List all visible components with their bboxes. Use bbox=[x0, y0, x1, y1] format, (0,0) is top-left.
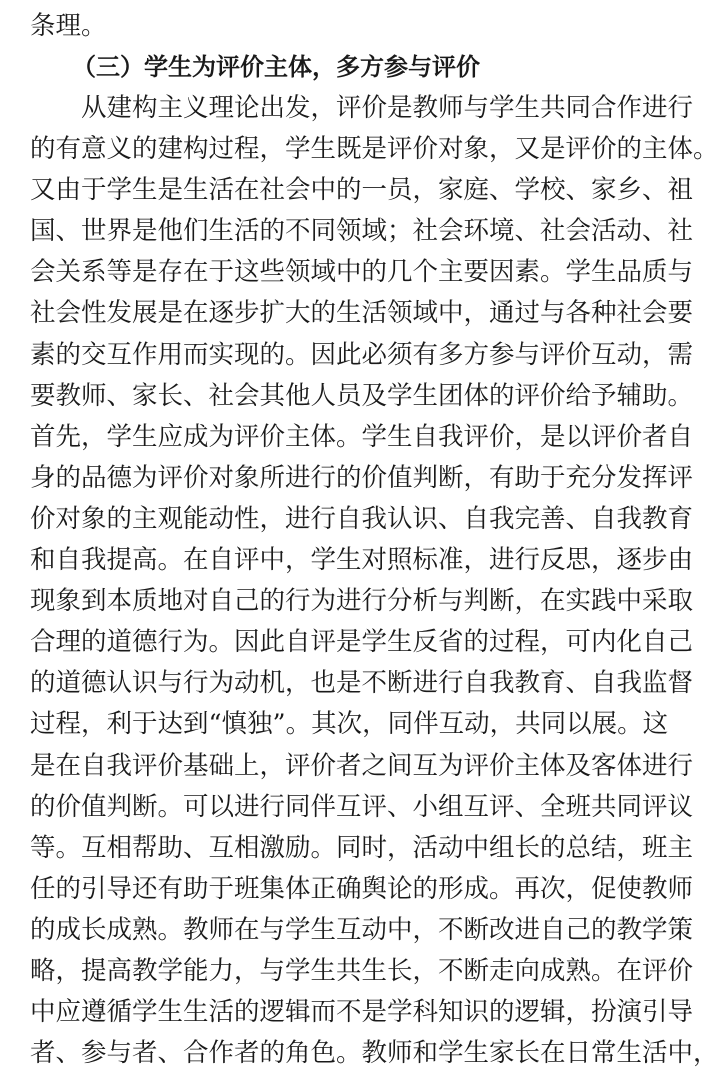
body-paragraph bbox=[30, 88, 719, 1074]
body-line: 过程，利于达到“慎独”。其次，同伴互动，共同以展。这 bbox=[30, 709, 669, 740]
body-line: 略，提高教学能力，与学生共生长，不断走向成熟。在评价 bbox=[30, 955, 694, 986]
body-line: 现象到本质地对自己的行为进行分析与判断，在实践中采取 bbox=[30, 586, 694, 617]
body-line: 的成长成熟。教师在与学生互动中，不断改进自己的教学策 bbox=[30, 914, 694, 945]
body-line: 任的引导还有助于班集体正确舆论的形成。再次，促使教师 bbox=[30, 873, 694, 904]
body-line: 合理的道德行为。因此自评是学生反省的过程，可内化自己 bbox=[30, 627, 694, 658]
body-line: 身的品德为评价对象所进行的价值判断，有助于充分发挥评 bbox=[30, 462, 694, 493]
body-line: 社会性发展是在逐步扩大的生活领域中，通过与各种社会要 bbox=[30, 298, 694, 329]
body-line: 要教师、家长、社会其他人员及学生团体的评价给予辅助。 bbox=[30, 380, 694, 411]
previous-paragraph-tail: 条理。 bbox=[30, 11, 107, 41]
body-line: 素的交互作用而实现的。因此必须有多方参与评价互动，需 bbox=[30, 339, 694, 370]
body-line: 又由于学生是生活在社会中的一员，家庭、学校、家乡、祖 bbox=[30, 175, 694, 206]
body-line: 的价值判断。可以进行同伴互评、小组互评、全班共同评议 bbox=[30, 791, 694, 822]
body-line: 中应遵循学生生活的逻辑而不是学科知识的逻辑，扮演引导 bbox=[30, 997, 694, 1028]
body-line: 国、世界是他们生活的不同领域；社会环境、社会活动、社 bbox=[30, 216, 694, 247]
body-line: 者、参与者、合作者的角色。教师和学生家长在日常生活中， bbox=[30, 1038, 719, 1069]
body-line: 会关系等是存在于这些领域中的几个主要因素。学生品质与 bbox=[30, 257, 694, 288]
body-line: 等。互相帮助、互相激励。同时，活动中组长的总结，班主 bbox=[30, 832, 694, 863]
body-line: 的有意义的建构过程，学生既是评价对象，又是评价的主体。 bbox=[30, 134, 719, 165]
body-line: 是在自我评价基础上，评价者之间互为评价主体及客体进行 bbox=[30, 750, 694, 781]
body-line: 从建构主义理论出发，评价是教师与学生共同合作进行 bbox=[81, 93, 694, 123]
body-line: 首先，学生应成为评价主体。学生自我评价，是以评价者自 bbox=[30, 421, 694, 452]
body-line: 的道德认识与行为动机，也是不断进行自我教育、自我监督 bbox=[30, 668, 694, 699]
body-line: 价对象的主观能动性，进行自我认识、自我完善、自我教育 bbox=[30, 503, 694, 534]
body-line: 和自我提高。在自评中，学生对照标准，进行反思，逐步由 bbox=[30, 545, 694, 576]
section-heading: （三）学生为评价主体，多方参与评价 bbox=[72, 53, 480, 81]
